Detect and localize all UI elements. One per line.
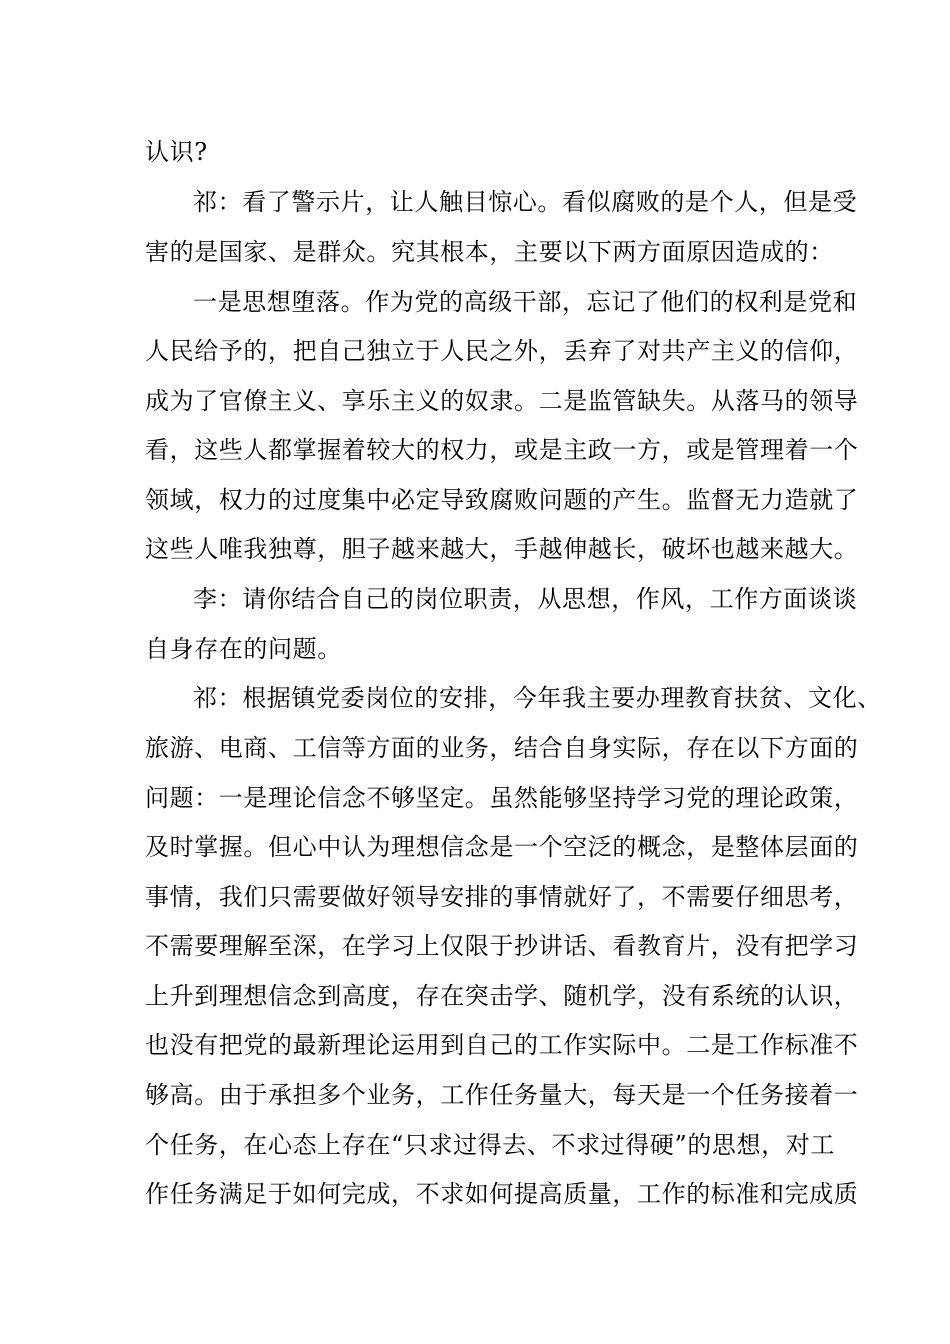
text-line: 及时掌握。但心中认为理想信念是一个空泛的概念，是整体层面的 (145, 833, 859, 861)
text-line: 认识? (145, 138, 208, 166)
text-line: 祁：看了警示片，让人触目惊心。看似腐败的是个人，但是受 (193, 188, 858, 216)
text-line: 人民给予的，把自己独立于人民之外，丢弃了对共产主义的信仰， (145, 337, 859, 365)
text-line: 上升到理想信念到高度，存在突击学、随机学，没有系统的认识， (145, 982, 859, 1010)
text-line: 害的是国家、是群众。究其根本，主要以下两方面原因造成的： (145, 238, 834, 266)
text-line: 旅游、电商、工信等方面的业务，结合自身实际，存在以下方面的 (145, 734, 859, 762)
text-line: 领域，权力的过度集中必定导致腐败问题的产生。监督无力造就了 (145, 486, 859, 514)
text-line: 成为了官僚主义、享乐主义的奴隶。二是监管缺失。从落马的领导 (145, 387, 859, 415)
text-line: 问题：一是理论信念不够坚定。虽然能够坚持学习党的理论政策， (145, 784, 859, 812)
text-line: 祁：根据镇党委岗位的安排，今年我主要办理教育扶贫、文化、 (193, 684, 882, 712)
text-line: 这些人唯我独尊，胆子越来越大，手越伸越长，破坏也越来越大。 (145, 535, 859, 563)
text-line: 一是思想堕落。作为党的高级干部，忘记了他们的权利是党和 (193, 288, 858, 316)
text-line: 作任务满足于如何完成，不求如何提高质量，工作的标准和完成质 (145, 1180, 859, 1208)
text-line: 不需要理解至深，在学习上仅限于抄讲话、看教育片，没有把学习 (145, 932, 859, 960)
text-line: 也没有把党的最新理论运用到自己的工作实际中。二是工作标准不 (145, 1031, 859, 1059)
text-line: 自身存在的问题。 (145, 635, 342, 663)
text-line: 够高。由于承担多个业务，工作任务量大，每天是一个任务接着一 (145, 1081, 859, 1109)
text-line: 个任务，在心态上存在“只求过得去、不求过得硬”的思想，对工 (145, 1131, 835, 1159)
text-line: 看，这些人都掌握着较大的权力，或是主政一方，或是管理着一个 (145, 436, 859, 464)
text-line: 事情，我们只需要做好领导安排的事情就好了，不需要仔细思考， (145, 883, 859, 911)
text-line: 李：请你结合自己的岗位职责，从思想，作风，工作方面谈谈 (193, 585, 858, 613)
